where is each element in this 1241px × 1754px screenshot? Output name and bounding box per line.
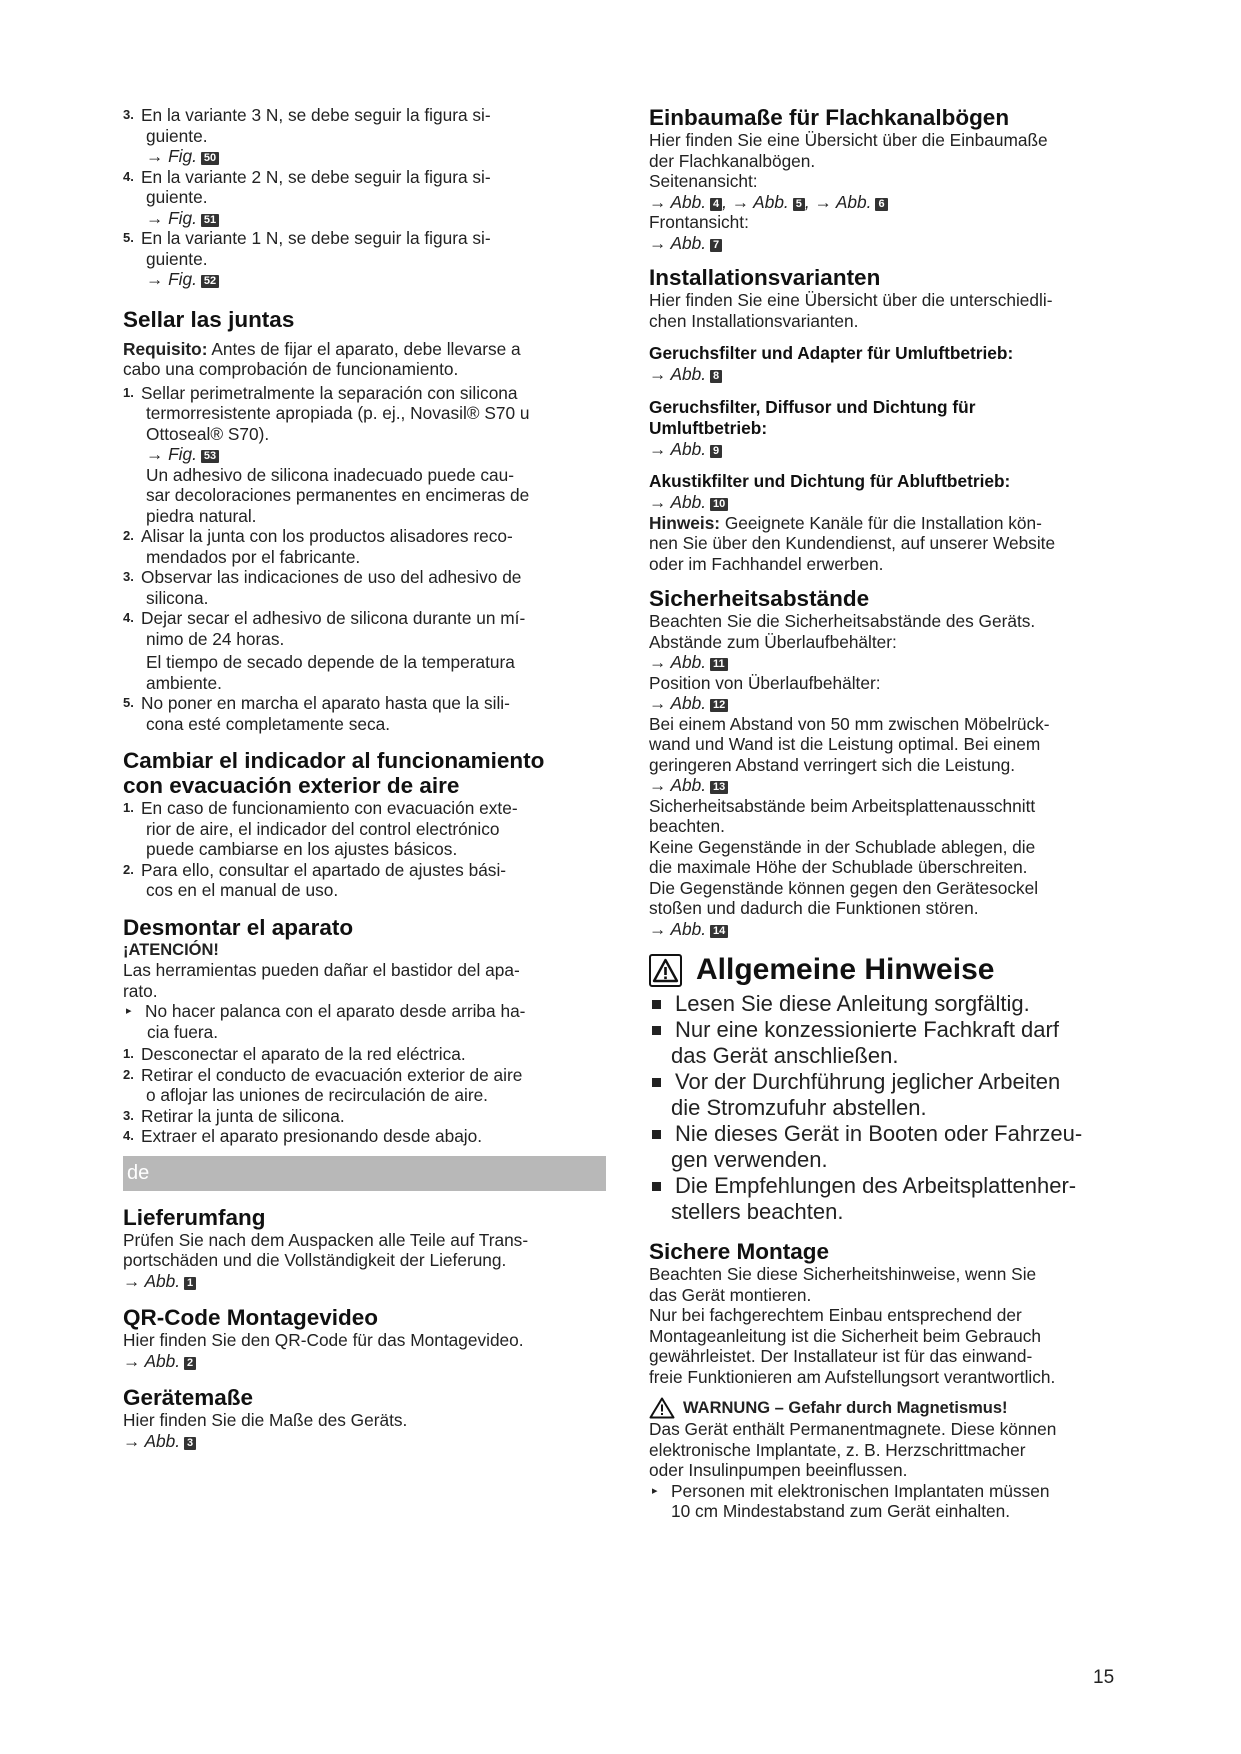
seitenansicht-label: Seitenansicht: [649, 171, 758, 191]
figure-reference: → Abb. 8 [649, 364, 1129, 385]
item-text: cos en el manual de uso. [146, 880, 339, 900]
item-text: En la variante 2 N, se debe seguir la figura si- [141, 166, 491, 187]
item-text: termorresistente apropiada (p. ej., Novasil® S70 u [146, 403, 530, 423]
figure-reference: → Abb. 14 [649, 919, 1129, 940]
section-title-sicherheit: Sicherheitsabstände [649, 586, 870, 611]
install-text-cont: chen Installationsvarianten. [649, 310, 859, 331]
figure-reference: → Abb. 11 [649, 652, 1129, 673]
item-text: En la variante 1 N, se debe seguir la figura si- [141, 228, 491, 248]
section-title-einbau: Einbaumaße für Flachkanalbögen [649, 105, 1010, 130]
item-number: 2. [123, 861, 134, 877]
figure-reference: → Abb. 1 [123, 1271, 606, 1292]
lieferumfang-text-cont: portschäden und die Vollständigkeit der Lieferung. [123, 1250, 507, 1270]
list-item [123, 608, 606, 693]
general-note-text: das Gerät anschließen. [671, 1043, 899, 1068]
general-note-item [649, 991, 1129, 1017]
item-note: sar decoloraciones permanentes en encimeras de [146, 485, 530, 505]
general-note-text: Nie dieses Gerät in Booten oder Fahrzeu- [675, 1121, 1083, 1146]
install-text: Hier finden Sie eine Übersicht über die unterschiedli- [649, 290, 1053, 310]
general-note-text: Die Empfehlungen des Arbeitsplattenher- [675, 1173, 1077, 1198]
frontansicht-label: Frontansicht: [649, 212, 749, 232]
warning-bullet: ▸ Personen mit elektronischen Implantaten müssen 10 cm Mindestabstand zum Gerät einhalten. [649, 1481, 1129, 1522]
section-title-desmontar: Desmontar el aparato [123, 914, 354, 940]
item-text: En la variante 3 N, se debe seguir la figura si- [141, 105, 491, 125]
page-number: 15 [1093, 1667, 1115, 1688]
figure-reference-side: → Abb. 4 , → Abb. 5 , → Abb. 6 [649, 192, 1129, 213]
item-text: guiente. [146, 248, 208, 269]
general-note-item [649, 1069, 1129, 1121]
item-number: 1. [123, 1046, 134, 1061]
item-text: Retirar la junta de silicona. [141, 1105, 345, 1126]
item-text: silicona. [146, 587, 209, 608]
general-note-text: die Stromzufuhr abstellen. [671, 1095, 927, 1120]
montage-text: Beachten Sie diese Sicherheitshinweise, wenn Sie [649, 1264, 1037, 1284]
hint-text: Hinweis: Geeignete Kanäle für die Installation kön- [649, 512, 1042, 533]
section-title-installation: Installationsvarianten [649, 265, 881, 290]
einbau-text-cont: der Flachkanalbögen. [649, 150, 816, 171]
item-number: 4. [123, 610, 134, 625]
hint-text-cont: nen Sie über den Kundendienst, auf unserer Website [649, 533, 1056, 553]
item-text: Observar las indicaciones de uso del adhesivo de [141, 567, 522, 587]
item-text: Ottoseal® S70). [146, 423, 270, 444]
item-number: 3. [123, 569, 134, 584]
general-note-text: Lesen Sie diese Anleitung sorgfältig. [675, 991, 1030, 1016]
list-item [123, 167, 606, 229]
item-text: guiente. [146, 125, 208, 146]
montage-text: Nur bei fachgerechtem Einbau entsprechend der [649, 1305, 1022, 1325]
sicher-text: Abstände zum Überlaufbehälter: [649, 631, 897, 652]
list-item [123, 1126, 606, 1147]
item-number: 3. [123, 107, 134, 122]
montage-text: Montageanleitung ist die Sicherheit beim Gebrauch [649, 1325, 1041, 1346]
figure-reference-front: → Abb. 7 [649, 233, 1129, 254]
general-note-item [649, 1121, 1129, 1173]
figure-reference: → Abb. 10 [649, 492, 1129, 513]
item-number: 4. [123, 1128, 134, 1143]
sellar-steps-list [123, 383, 606, 735]
warning-icon [649, 1397, 675, 1419]
montage-text: das Gerät montieren. [649, 1284, 812, 1305]
figure-reference: → Abb. 12 [649, 693, 1129, 714]
montage-text: freie Funktionieren am Aufstellungsort verantwortlich. [649, 1366, 1056, 1387]
list-item [123, 228, 606, 290]
sicher-text: Beachten Sie die Sicherheitsabstände des Geräts. [649, 611, 1036, 631]
section-title-allgemein: Allgemeine Hinweise [649, 953, 1129, 987]
list-item [123, 693, 606, 734]
subheading-umluft: Geruchsfilter und Adapter für Umluftbetrieb: [649, 343, 1014, 363]
general-note-text: gen verwenden. [671, 1147, 828, 1172]
requirement-text-cont: cabo una comprobación de funcionamiento. [123, 359, 459, 379]
item-text: No poner en marcha el aparato hasta que la sili- [141, 693, 510, 713]
item-number: 4. [123, 168, 134, 184]
list-item [123, 105, 606, 167]
sicher-text: beachten. [649, 816, 725, 836]
item-text: Desconectar el aparato de la red eléctrica. [141, 1044, 466, 1064]
item-text: guiente. [146, 187, 208, 207]
list-item [123, 567, 606, 608]
right-column [649, 105, 1129, 1522]
item-number: 1. [123, 800, 134, 815]
item-text: Retirar el conducto de evacuación exterior de aire [141, 1064, 523, 1085]
sicher-text: Sicherheitsabstände beim Arbeitsplattenausschnitt [649, 795, 1036, 816]
item-note: ambiente. [146, 672, 222, 693]
list-item [123, 798, 606, 860]
montage-text: gewährleistet. Der Installateur ist für das einwand- [649, 1346, 1033, 1366]
sicher-text: Bei einem Abstand von 50 mm zwischen Möbelrück- [649, 713, 1050, 734]
sicher-text: geringeren Abstand verringert sich die Leistung. [649, 754, 1016, 775]
item-number: 3. [123, 1107, 134, 1123]
warning-text: oder Insulinpumpen beeinflussen. [649, 1460, 908, 1480]
einbau-text: Hier finden Sie eine Übersicht über die Einbaumaße [649, 130, 1048, 150]
attention-text-cont: rato. [123, 980, 158, 1001]
section-title-geraetemasse: Gerätemaße [123, 1385, 254, 1410]
item-text: mendados por el fabricante. [146, 546, 361, 567]
item-number: 1. [123, 384, 134, 400]
item-text: Dejar secar el adhesivo de silicona durante un mí- [141, 608, 526, 628]
lieferumfang-text: Prüfen Sie nach dem Auspacken alle Teile auf Trans- [123, 1229, 529, 1250]
subheading-abluft: Akustikfilter und Dichtung für Abluftbetrieb: [649, 471, 1011, 491]
figure-reference: → Fig. 51 [141, 208, 606, 229]
section-title-montage: Sichere Montage [649, 1239, 830, 1264]
item-text: o aflojar las uniones de recirculación de aire. [146, 1085, 488, 1105]
list-item [123, 526, 606, 567]
sicher-text: wand und Wand ist die Leistung optimal. Bei einem [649, 734, 1041, 754]
general-note-text: Nur eine konzessionierte Fachkraft darf [675, 1017, 1059, 1042]
list-item [123, 1106, 606, 1127]
item-number: 5. [123, 230, 134, 245]
warning-triangle-icon [649, 954, 682, 987]
warning-text: Das Gerät enthält Permanentmagnete. Diese können [649, 1419, 1057, 1439]
section-title-lieferumfang: Lieferumfang [123, 1204, 266, 1230]
warning-text: elektronische Implantate, z. B. Herzschrittmacher [649, 1439, 1026, 1460]
general-note-item [649, 1173, 1129, 1225]
qr-text: Hier finden Sie den QR-Code für das Montagevideo. [123, 1330, 524, 1350]
item-text: nimo de 24 horas. [146, 628, 285, 649]
left-column [123, 105, 606, 1451]
caution-bullet: ▸ No hacer palanca con el aparato desde arriba ha- cia fuera. [123, 1001, 606, 1042]
magnet-warning-heading: WARNUNG – Gefahr durch Magnetismus! [649, 1397, 1129, 1419]
list-item [123, 1044, 606, 1065]
language-bar-de: de [123, 1156, 606, 1191]
attention-text: Las herramientas pueden dañar el bastidor del apa- [123, 960, 520, 980]
figure-reference: → Abb. 2 [123, 1351, 606, 1372]
general-note-text: stellers beachten. [671, 1199, 844, 1224]
list-item [123, 1065, 606, 1106]
section-title-sellar: Sellar las juntas [123, 306, 295, 332]
figure-reference: → Fig. 53 [141, 444, 606, 465]
item-text: Extraer el aparato presionando desde abajo. [141, 1126, 483, 1146]
subheading-diffusor: Geruchsfilter, Diffusor und Dichtung für Umluftbetrieb: [649, 396, 976, 438]
attention-label: ¡ATENCIÓN! [123, 940, 219, 959]
general-note-text: Vor der Durchführung jeglicher Arbeiten [675, 1069, 1061, 1094]
item-number: 2. [123, 1066, 134, 1082]
figure-reference: → Abb. 9 [649, 439, 1129, 460]
desmontar-steps-list [123, 1044, 606, 1147]
figure-reference: → Fig. 50 [141, 146, 606, 167]
sicher-text: Die Gegenstände können gegen den Gerätesockel [649, 877, 1039, 898]
item-number: 5. [123, 695, 134, 710]
list-item [123, 383, 606, 527]
masse-text: Hier finden Sie die Maße des Geräts. [123, 1410, 408, 1430]
requirement-text: Requisito: Antes de fijar el aparato, debe llevarse a [123, 338, 521, 359]
figure-reference: → Abb. 13 [649, 775, 1129, 796]
figure-reference: → Fig. 52 [141, 269, 606, 290]
sicher-text: Keine Gegenstände in der Schublade ablegen, die [649, 836, 1036, 857]
section-title-cambiar: Cambiar el indicador al funcionamiento con evacuación exterior de aire [123, 748, 545, 798]
sicher-text: Position von Überlaufbehälter: [649, 672, 881, 693]
item-text: cona esté completamente seca. [146, 713, 390, 734]
item-text: puede cambiarse en los ajustes básicos. [146, 839, 458, 859]
general-note-item [649, 1017, 1129, 1069]
item-text: Sellar perimetralmente la separación con silicona [141, 382, 518, 403]
figure-reference: → Abb. 3 [123, 1431, 606, 1452]
hint-text-cont2: oder im Fachhandel erwerben. [649, 553, 884, 574]
sicher-text: die maximale Höhe der Schublade überschreiten. [649, 857, 1028, 877]
item-note: El tiempo de secado depende de la temperatura [146, 652, 515, 672]
item-text: Alisar la junta con los productos alisadores reco- [141, 526, 513, 546]
list-item [123, 860, 606, 901]
sicher-text: stoßen und dadurch die Funktionen stören. [649, 898, 979, 918]
item-text: Para ello, consultar el apartado de ajustes bási- [141, 859, 507, 880]
section-title-qr: QR-Code Montagevideo [123, 1305, 379, 1330]
item-note: piedra natural. [146, 505, 257, 526]
item-number: 2. [123, 528, 134, 543]
item-note: Un adhesivo de silicona inadecuado puede cau- [146, 464, 514, 485]
item-text: rior de aire, el indicador del control electrónico [146, 818, 500, 839]
item-text: En caso de funcionamiento con evacuación exte- [141, 798, 518, 818]
intro-steps-list [123, 105, 606, 290]
cambiar-steps-list [123, 798, 606, 901]
general-notes-list [649, 991, 1129, 1225]
